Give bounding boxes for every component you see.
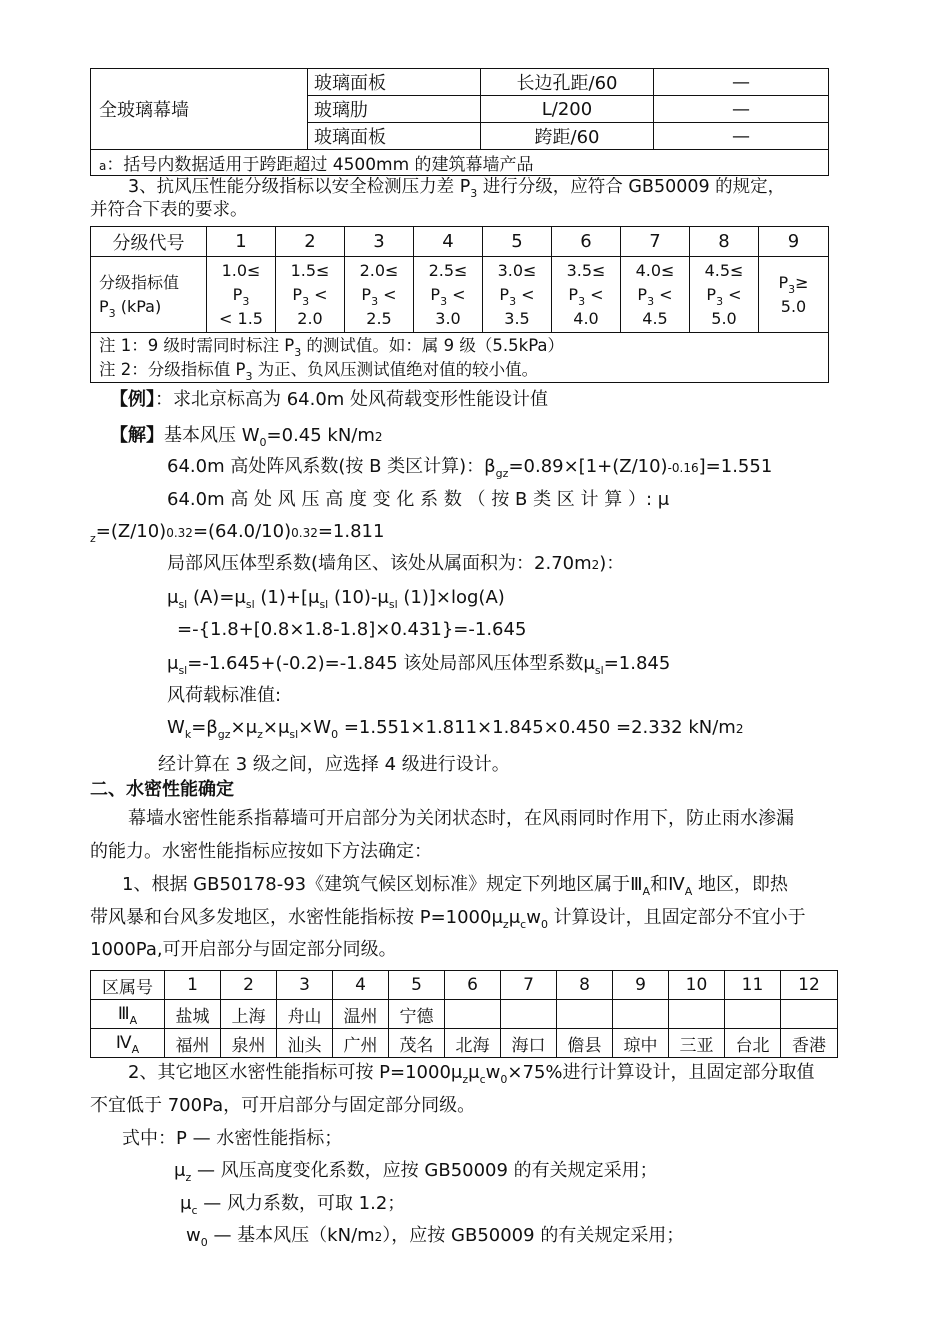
example-line: 【例】：求北京标高为 64.0m 处风荷载变形性能设计值 [110, 389, 549, 410]
formula-line: $\mu_z$ — 风压高度变化系数，应按 GB50009 的有关规定采用； [174, 1160, 658, 1184]
merged-label: 全玻璃幕墙 [91, 69, 308, 150]
table-header: 2 [276, 227, 345, 257]
grade-cell: 2.5≤ $P_3$ < 3.0 [414, 257, 483, 333]
paragraph-line: 并符合下表的要求。 [90, 200, 248, 220]
solution-line: 【解】基本风压 $W_0=0.45$ kN/m2 [110, 425, 383, 449]
grade-cell: 4.0≤ $P_3$ < 4.5 [621, 257, 690, 333]
table-row: $Ⅳ_A$ 福州 泉州 汕头 广州 茂名 北海 海口 儋县 琼中 三亚 台北 香港 [91, 1029, 838, 1058]
table-notes: 注 1：9 级时需同时标注 $P_3$ 的测试值。如：属 9 级（5.5kPa） 注 2：分级指标值 $P_3$ 为正、负风压测试值绝对值的较小值。 [91, 333, 829, 383]
table-header: 9 [759, 227, 829, 257]
grade-cell: 3.5≤ $P_3$ < 4.0 [552, 257, 621, 333]
wind-grade-table [90, 226, 829, 383]
paragraph-line: 1、根据 GB50178-93《建筑气候区划标准》规定下列地区属于$Ⅲ_A$和$Ⅳ_A$ 地区，即热 [122, 874, 788, 898]
paragraph-line: 2、其它地区水密性能指标可按 $P=1000\mu_z\mu_cw_0\times 75\%$进行计算设计，且固定部分取值 [128, 1062, 815, 1086]
table-row: 区属号 1 2 3 4 5 6 7 8 9 10 11 12 [91, 971, 838, 1000]
table-cell: 跨距/60 [481, 123, 654, 150]
paragraph-wind-pressure: 3、抗风压性能分级指标以安全检测压力差 $P_3$ 进行分级，应符合 GB50009 的规定， [128, 177, 786, 200]
grade-cell: 3.0≤ $P_3$ < 3.5 [483, 257, 552, 333]
table-header: 8 [690, 227, 759, 257]
paragraph-line: 带风暴和台风多发地区，水密性能指标按 $P=1000\mu_z\mu_cw_0$ 计算设计，且固定部分不宜小于 [90, 907, 806, 931]
region-table [90, 970, 838, 1058]
calc-line: $_z$=(Z/10)0.32=(64.0/10)0.32=1.811 [90, 521, 385, 545]
table-header: 6 [552, 227, 621, 257]
grade-cell: 1.0≤ $P_3$ < 1.5 [207, 257, 276, 333]
formula-line: $\mu_c$ — 风力系数，可取 1.2； [180, 1193, 406, 1217]
table-cell: 玻璃面板 [308, 69, 481, 96]
calc-line: $\mu_{sl}=-1.645+(-0.2)=-1.845$ 该处局部风压体型系数$\mu_{sl}=1.845$ [167, 653, 671, 677]
formula-line: $w_0$ — 基本风压（kN/m2），应按 GB50009 的有关规定采用； [186, 1225, 685, 1249]
section-title: 二、水密性能确定 [90, 779, 234, 800]
table-cell: 玻璃肋 [308, 96, 481, 123]
calc-line: $\mu_{sl}$ $(A)=\mu_{sl}$ $(1)+[\mu_{sl}$ $(10)-\mu_{sl}$ (1)]×log(A) [167, 587, 505, 611]
calc-line: 64.0m 高处阵风系数(按 B 类区计算)：$\beta_{gz}=0.89\times[1+(Z/10)-0.16]=1.551$ [167, 456, 773, 480]
table-cell: L/200 [481, 96, 654, 123]
table-header: 分级代号 [91, 227, 207, 257]
table-header: 5 [483, 227, 552, 257]
calc-line: 风荷载标准值: [167, 685, 282, 706]
paragraph-line: 的能力。水密性能指标应按如下方法确定： [90, 841, 432, 862]
curtain-wall-table [90, 68, 829, 176]
table-header: 3 [345, 227, 414, 257]
paragraph-line: 幕墙水密性能系指幕墙可开启部分为关闭状态时，在风雨同时作用下，防止雨水渗漏 [128, 808, 794, 829]
table-row: $Ⅲ_A$ 盐城 上海 舟山 温州 宁德 [91, 1000, 838, 1029]
table-cell: — [654, 96, 829, 123]
table-header: 7 [621, 227, 690, 257]
table-header: 4 [414, 227, 483, 257]
table-cell: 玻璃面板 [308, 123, 481, 150]
calc-line: 局部风压体型系数(墙角区、该处从属面积为：2.70m2)： [167, 553, 625, 574]
table-cell: 长边孔距/60 [481, 69, 654, 96]
grade-cell: 4.5≤ $P_3$ < 5.0 [690, 257, 759, 333]
grade-cell: 2.0≤ $P_3$ < 2.5 [345, 257, 414, 333]
paragraph-line: 不宜低于 700Pa，可开启部分与固定部分同级。 [90, 1095, 476, 1116]
table-note: a：括号内数据适用于跨距超过 4500mm 的建筑幕墙产品 [91, 150, 829, 176]
grade-cell: $P_3\ge$ 5.0 [759, 257, 829, 333]
table-cell: — [654, 123, 829, 150]
row-label: 分级指标值 $P_3$ (kPa) [91, 257, 207, 333]
calc-line: 经计算在 3 级之间，应选择 4 级进行设计。 [158, 754, 510, 775]
grade-cell: 1.5≤ $P_3$ < 2.0 [276, 257, 345, 333]
formula-line: 式中：P — 水密性能指标； [122, 1128, 343, 1149]
paragraph-line: 1000Pa,可开启部分与固定部分同级。 [90, 939, 397, 960]
table-header: 1 [207, 227, 276, 257]
calc-line: =-{1.8+[0.8×1.8-1.8]×0.431}=-1.645 [177, 619, 527, 640]
calc-line: $W_k=\beta_{gz}\times\mu_z\times\mu_{sl}\times W_0 =1.551\times 1.811\times 1.845\times 0.450 =2.332$ kN/m2 [167, 717, 744, 741]
calc-line: 64.0m 高 处 风 压 高 度 变 化 系 数 （ 按 B 类 区 计 算 ）: μ [167, 489, 670, 510]
table-cell: — [654, 69, 829, 96]
